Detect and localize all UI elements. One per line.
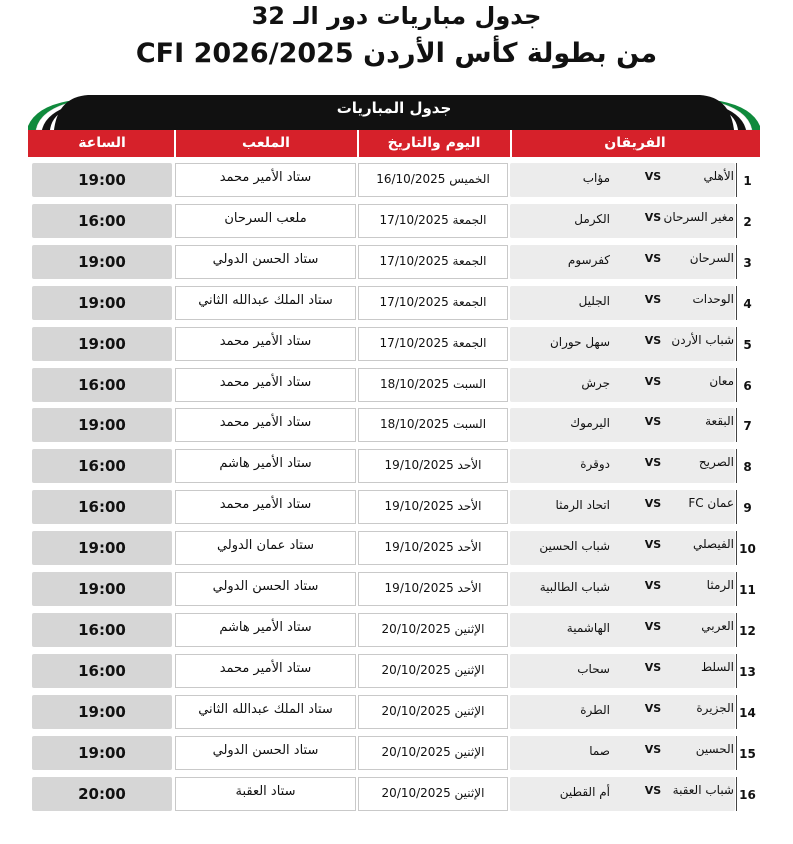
- table-row: [28, 654, 760, 688]
- match-time: 16:00: [78, 620, 126, 639]
- home-team: الجزيرة: [696, 700, 734, 715]
- table-row: [28, 327, 760, 361]
- match-time: 19:00: [78, 252, 126, 271]
- match-time: 16:00: [78, 498, 126, 517]
- match-number: 3: [743, 255, 752, 270]
- away-team: سحاب: [577, 661, 610, 676]
- match-date: الإثنين 20/10/2025: [381, 785, 485, 800]
- match-number: 5: [743, 337, 752, 352]
- home-team: الوحدات: [692, 291, 734, 306]
- vs-label: VS: [644, 210, 662, 224]
- away-team: الجليل: [578, 293, 610, 308]
- away-team: الكرمل: [574, 211, 610, 226]
- table-row: [28, 531, 760, 565]
- match-time: 19:00: [78, 293, 126, 312]
- table-row: [28, 204, 760, 238]
- match-date: الجمعة 17/10/2025: [379, 253, 487, 268]
- match-number: 16: [739, 787, 756, 802]
- table-row: [28, 572, 760, 606]
- header-stadium: الملعب: [242, 135, 290, 151]
- away-team: شباب الحسين: [539, 539, 610, 554]
- match-time: 16:00: [78, 457, 126, 476]
- match-date: الجمعة 17/10/2025: [379, 335, 487, 350]
- table-row: [28, 613, 760, 647]
- table-row: [28, 286, 760, 320]
- home-team: الأهلي: [703, 169, 734, 183]
- home-team: عمان FC: [688, 496, 734, 511]
- match-stadium: ستاد العقبة: [235, 783, 296, 799]
- home-team: العربي: [701, 618, 734, 633]
- vs-label: VS: [644, 701, 662, 715]
- away-team: أم القطين: [559, 784, 610, 799]
- match-date: الخميس 16/10/2025: [376, 172, 490, 186]
- table-row: [28, 408, 760, 442]
- match-number: 6: [743, 378, 752, 393]
- match-date: الجمعة 17/10/2025: [379, 212, 487, 227]
- match-number: 7: [743, 419, 752, 434]
- table-row: [28, 490, 760, 524]
- match-date: السبت 18/10/2025: [379, 376, 487, 391]
- match-time: 19:00: [78, 539, 126, 558]
- away-team: دوقرة: [580, 457, 610, 472]
- match-stadium: ستاد الأمير هاشم: [219, 456, 312, 472]
- match-time: 19:00: [78, 702, 126, 721]
- match-time: 19:00: [78, 171, 126, 189]
- vs-label: VS: [644, 251, 662, 265]
- match-time: 16:00: [78, 661, 126, 680]
- home-team: مغير السرحان: [663, 209, 734, 224]
- table-row: [28, 736, 760, 770]
- match-stadium: ستاد الأمير محمد: [219, 497, 312, 513]
- away-team: مؤاب: [582, 171, 610, 185]
- away-team: كفرسوم: [567, 252, 610, 267]
- match-time: 19:00: [78, 743, 126, 762]
- match-number: 13: [739, 664, 756, 679]
- match-stadium: ستاد الحسن الدولي: [212, 742, 319, 758]
- home-team: السلط: [700, 659, 734, 674]
- header-time: الساعة: [78, 135, 126, 151]
- match-time: 16:00: [78, 375, 126, 394]
- match-number: 8: [743, 460, 752, 475]
- match-number: 1: [743, 174, 752, 188]
- away-team: الطرة: [580, 702, 610, 717]
- away-team: سهل حوران: [549, 334, 610, 349]
- match-date: الجمعة 17/10/2025: [379, 294, 487, 309]
- vs-label: VS: [644, 170, 662, 183]
- match-stadium: ستاد الحسن الدولي: [212, 251, 319, 267]
- match-stadium: ستاد الملك عبدالله الثاني: [198, 292, 333, 308]
- vs-label: VS: [644, 579, 662, 592]
- match-number: 15: [739, 746, 756, 761]
- home-team: الرمثا: [706, 578, 734, 592]
- page-title: جدول مباريات دور الـ 32: [251, 2, 542, 30]
- home-team: البقعة: [705, 414, 734, 429]
- match-stadium: ستاد الأمير محمد: [219, 170, 312, 185]
- away-team: شباب الطالبية: [539, 580, 610, 594]
- match-stadium: ستاد الأمير محمد: [219, 415, 312, 431]
- match-date: الأحد 19/10/2025: [384, 458, 482, 473]
- match-stadium: ملعب السرحان: [224, 210, 307, 226]
- match-date: الأحد 19/10/2025: [384, 581, 482, 595]
- away-team: جرش: [581, 375, 610, 390]
- header-date: اليوم والتاريخ: [387, 135, 481, 151]
- vs-label: VS: [644, 660, 662, 674]
- match-date: الإثنين 20/10/2025: [381, 662, 485, 677]
- home-team: الصريح: [698, 455, 734, 470]
- vs-label: VS: [644, 538, 662, 552]
- vs-label: VS: [644, 742, 662, 756]
- home-team: الحسين: [695, 741, 734, 756]
- match-stadium: ستاد الملك عبدالله الثاني: [198, 701, 333, 717]
- table-row: [28, 163, 760, 197]
- match-number: 2: [743, 214, 752, 229]
- home-team: معان: [709, 373, 734, 388]
- match-number: 10: [739, 542, 756, 557]
- home-team: الفيصلي: [692, 537, 734, 552]
- vs-label: VS: [644, 292, 662, 306]
- match-time: 19:00: [78, 334, 126, 353]
- header-teams: الفريقان: [604, 135, 666, 151]
- home-team: شباب العقبة: [672, 782, 734, 797]
- away-team: اليرموك: [570, 416, 610, 431]
- match-time: 16:00: [78, 211, 126, 230]
- match-number: 11: [739, 583, 756, 597]
- match-time: 19:00: [78, 416, 126, 435]
- table-row: [28, 777, 760, 811]
- page-subtitle: من بطولة كأس الأردن CFI 2026/2025: [135, 38, 658, 69]
- home-team: السرحان: [689, 250, 734, 265]
- vs-label: VS: [644, 619, 662, 633]
- match-stadium: ستاد عمان الدولي: [216, 538, 315, 554]
- table-row: [28, 449, 760, 483]
- match-date: الإثنين 20/10/2025: [381, 744, 485, 759]
- match-date: السبت 18/10/2025: [379, 417, 487, 432]
- away-team: اتحاد الرمثا: [555, 498, 610, 513]
- vs-label: VS: [644, 333, 662, 347]
- away-team: صما: [589, 743, 610, 758]
- banner-label: جدول المباريات: [336, 99, 452, 117]
- match-date: الأحد 19/10/2025: [384, 499, 482, 514]
- match-date: الإثنين 20/10/2025: [381, 621, 485, 636]
- schedule-banner: [28, 93, 760, 130]
- home-team: شباب الأردن: [671, 332, 734, 347]
- match-date: الأحد 19/10/2025: [384, 540, 482, 555]
- match-stadium: ستاد الأمير محمد: [219, 660, 312, 676]
- match-number: 12: [739, 623, 756, 638]
- table-row: [28, 245, 760, 279]
- match-number: 4: [743, 296, 752, 311]
- match-date: الإثنين 20/10/2025: [381, 703, 485, 718]
- match-stadium: ستاد الأمير محمد: [219, 374, 312, 390]
- vs-label: VS: [644, 456, 662, 470]
- match-time: 19:00: [78, 580, 126, 598]
- vs-label: VS: [644, 415, 662, 429]
- table-row: [28, 695, 760, 729]
- vs-label: VS: [644, 497, 662, 511]
- table-header: [28, 130, 760, 157]
- table-row: [28, 368, 760, 402]
- match-stadium: ستاد الأمير هاشم: [219, 619, 312, 635]
- match-number: 9: [743, 501, 752, 516]
- vs-label: VS: [644, 783, 662, 797]
- match-number: 14: [739, 705, 756, 720]
- match-time: 20:00: [78, 784, 126, 803]
- match-stadium: ستاد الحسن الدولي: [212, 579, 319, 594]
- vs-label: VS: [644, 374, 662, 388]
- away-team: الهاشمية: [566, 620, 610, 635]
- match-stadium: ستاد الأمير محمد: [219, 333, 312, 349]
